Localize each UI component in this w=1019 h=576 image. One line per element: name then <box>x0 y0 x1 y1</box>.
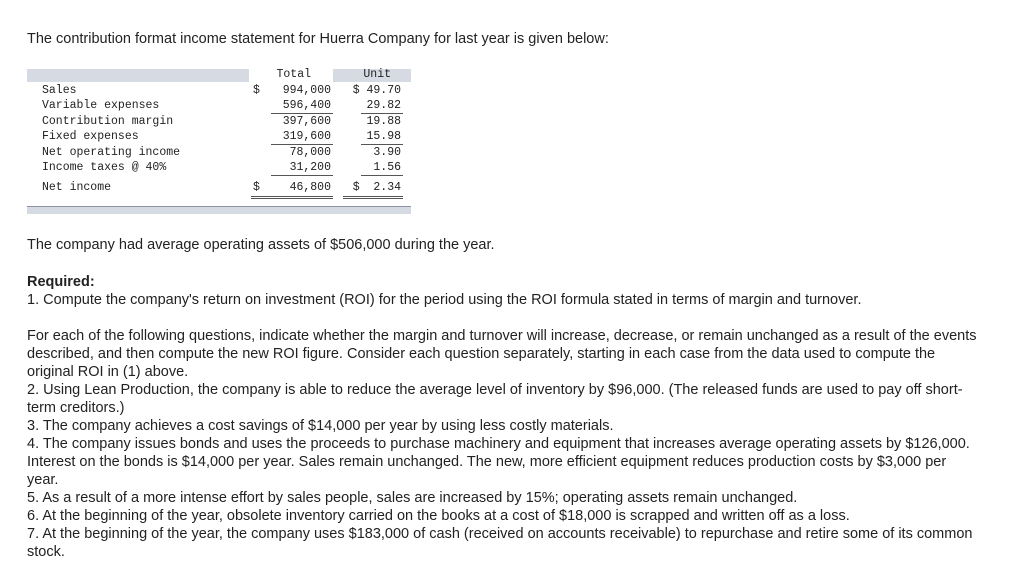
row-label-net-income: Net income <box>42 181 112 194</box>
row-total-fixed-expenses: 319,600 <box>282 130 331 143</box>
row-label-variable-expenses: Variable expenses <box>42 99 160 112</box>
double-underline-unit <box>343 196 403 197</box>
question-5: 5. As a result of a more intense effort by sales people, sales are increased by 15%; operating assets remain unchanged. <box>27 490 798 506</box>
row-unit-contribution-margin: 19.88 <box>366 115 401 128</box>
row-total-net-operating-income: 78,000 <box>289 146 331 159</box>
row-unit-net-income: $ 2.34 <box>352 181 401 194</box>
underline-total <box>271 144 333 145</box>
row-unit-income-taxes: 1.56 <box>373 161 401 174</box>
row-label-sales: Sales <box>42 84 77 97</box>
row-label-fixed-expenses: Fixed expenses <box>42 130 139 143</box>
double-underline-unit <box>343 198 403 199</box>
underline-total <box>271 175 333 176</box>
intro-text: The contribution format income statement for Huerra Company for last year is given below: <box>27 31 609 47</box>
row-unit-sales: $ 49.70 <box>352 84 401 97</box>
underline-unit <box>361 175 403 176</box>
double-underline-total <box>251 198 333 199</box>
question-7: 7. At the beginning of the year, the company uses $183,000 of cash (received on accounts receivable) to repurchase and retire some of its common stock. <box>27 526 973 560</box>
operating-assets-text: The company had average operating assets of $506,000 during the year. <box>27 237 495 253</box>
instructions-text: For each of the following questions, indicate whether the margin and turnover will increase, decrease, or remain unchanged as a result of the events described, and then compute the new ROI figure. Consider each question separately, starting in each case from the data used to compute the original ROI in (1) above. <box>27 328 977 380</box>
row-total-sales: 994,000 <box>282 84 331 97</box>
row-label-income-taxes: Income taxes @ 40% <box>42 161 167 174</box>
column-header-unit: Unit <box>363 68 391 81</box>
row-total-net-income: 46,800 <box>289 181 331 194</box>
row-total-contribution-margin: 397,600 <box>282 115 331 128</box>
question-1: 1. Compute the company's return on investment (ROI) for the period using the ROI formula stated in terms of margin and turnover. <box>27 292 862 308</box>
row-unit-fixed-expenses: 15.98 <box>366 130 401 143</box>
underline-unit <box>361 144 403 145</box>
row-dollar-sign-net-income: $ <box>253 181 260 194</box>
double-underline-total <box>251 196 333 197</box>
row-unit-net-operating-income: 3.90 <box>373 146 401 159</box>
question-4: 4. The company issues bonds and uses the proceeds to purchase machinery and equipment that increases average operating assets by $126,000. Interest on the bonds is $14,000 per year. Sales remain unchanged. The new, more efficient equipment reduces production costs by $3,000 per year. <box>27 436 970 488</box>
row-label-net-operating-income: Net operating income <box>42 146 181 159</box>
question-6: 6. At the beginning of the year, obsolete inventory carried on the books at a cost of $18,000 is scrapped and written off as a loss. <box>27 508 850 524</box>
column-header-total: Total <box>276 68 311 81</box>
row-total-variable-expenses: 596,400 <box>282 99 331 112</box>
footer-band <box>27 206 411 214</box>
required-heading: Required: <box>27 274 95 290</box>
row-unit-variable-expenses: 29.82 <box>366 99 401 112</box>
row-label-contribution-margin: Contribution margin <box>42 115 174 128</box>
income-statement-table <box>27 68 411 214</box>
underline-unit <box>361 113 403 114</box>
question-2: 2. Using Lean Production, the company is able to reduce the average level of inventory by $96,000. (The released funds are used to pay off short-term creditors.) <box>27 382 963 416</box>
underline-total <box>271 113 333 114</box>
question-3: 3. The company achieves a cost savings of $14,000 per year by using less costly materials. <box>27 418 614 434</box>
row-dollar-sign-sales: $ <box>253 84 260 97</box>
row-total-income-taxes: 31,200 <box>289 161 331 174</box>
